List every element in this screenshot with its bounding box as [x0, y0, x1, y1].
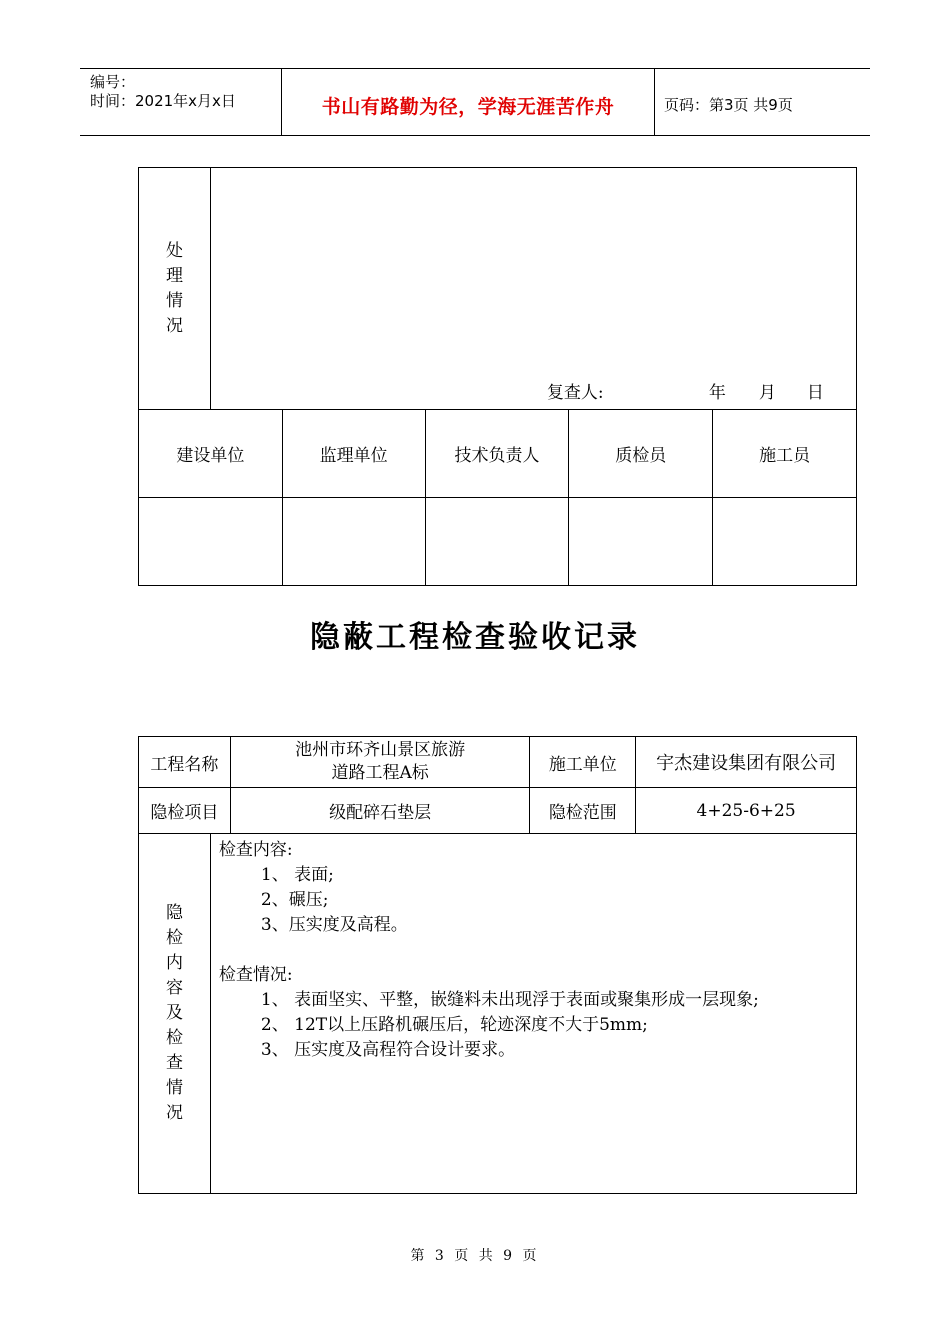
signature-cell: [282, 498, 425, 586]
processing-side-label: 处 理 情 况: [139, 168, 211, 410]
inspection-item-label: 隐检项目: [139, 788, 231, 834]
signer-supervision-unit: 监理单位: [282, 410, 425, 498]
processing-table: [138, 167, 857, 586]
inspection-range-value: 4+25-6+25: [636, 788, 857, 834]
signature-cell: [139, 498, 283, 586]
recheck-year: 年: [708, 383, 726, 403]
recheck-label: 复查人:: [546, 383, 604, 403]
header-motto: 书山有路勤为径，学海无涯苦作舟: [321, 96, 615, 118]
recheck-month: 月: [758, 383, 776, 403]
status-item: 2、 12T以上压路机碾压后，轮迹深度不大于5mm;: [260, 1015, 648, 1035]
signature-cell: [569, 498, 713, 586]
status-item: 3、 压实度及高程符合设计要求。: [260, 1040, 516, 1060]
status-heading: 检查情况:: [218, 965, 293, 985]
page-footer: 第 3 页 共 9 页: [410, 1248, 540, 1264]
recheck-day: 日: [806, 383, 824, 403]
header-bottom-rule: [80, 135, 870, 136]
header-number-label: 编号：: [90, 73, 136, 91]
project-name-label: 工程名称: [139, 737, 231, 788]
content-item: 1、 表面;: [260, 865, 334, 885]
contractor-value: 宇杰建设集团有限公司: [636, 737, 857, 788]
inspection-item-value: 级配碎石垫层: [230, 788, 530, 834]
signer-construction-unit: 建设单位: [139, 410, 283, 498]
processing-content-cell: [210, 168, 856, 410]
inspection-range-label: 隐检范围: [530, 788, 636, 834]
document-title: 隐蔽工程检查验收记录: [310, 620, 640, 655]
header-time-label: 时间：2021年x月x日: [90, 92, 236, 110]
signer-technical-lead: 技术负责人: [425, 410, 569, 498]
signer-constructor: 施工员: [713, 410, 857, 498]
contractor-label: 施工单位: [530, 737, 636, 788]
header-page-label: 页码：第3页 共9页: [664, 96, 793, 114]
inspection-table: [138, 736, 857, 1194]
content-item: 3、压实度及高程。: [260, 915, 408, 935]
header-top-rule: [80, 68, 870, 69]
inspection-content-cell: [210, 834, 856, 1194]
header-divider-right: [654, 68, 655, 136]
content-item: 2、碾压;: [260, 890, 329, 910]
inspection-side-label: 隐 检 内 容 及 检 查 情 况: [139, 834, 211, 1194]
content-heading: 检查内容:: [218, 840, 293, 860]
project-name-value: 池州市环齐山景区旅游 道路工程A标: [230, 737, 530, 788]
signature-cell: [713, 498, 857, 586]
signature-cell: [425, 498, 569, 586]
status-item: 1、 表面坚实、平整，嵌缝料未出现浮于表面或聚集形成一层现象;: [260, 990, 759, 1010]
signer-quality-inspector: 质检员: [569, 410, 713, 498]
